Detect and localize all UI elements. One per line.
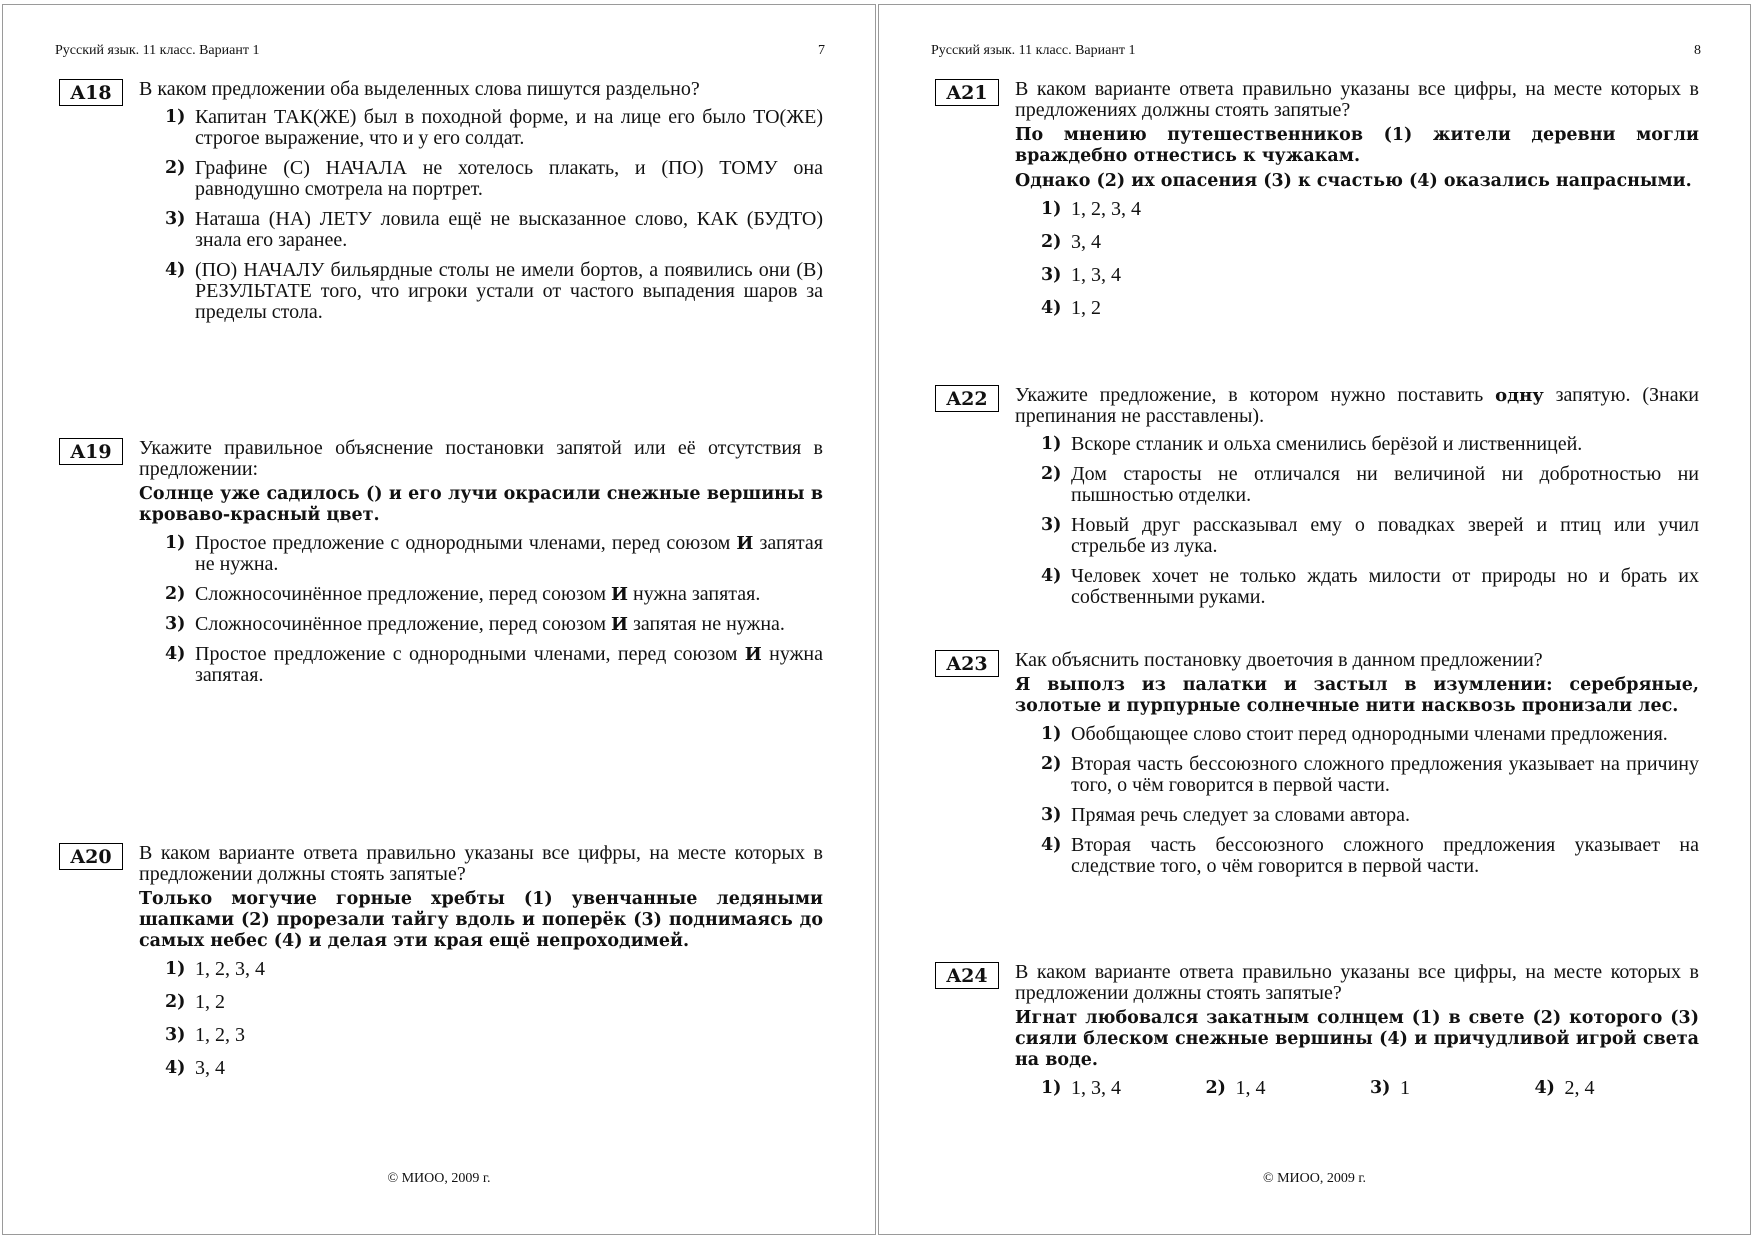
task-label: A22 [935,385,999,412]
answer-option-4: 4) 3, 4 [165,1057,225,1079]
task-sentence: Только могучие горные хребты (1) увенчанные ледяными шапками (2) прорезали тайгу вдоль и поперёк (3) поднимаясь до самых небес (4) и делая эти края ещё непроходимей. [139,889,823,951]
answer-option-2: 2) Графине (С) НАЧАЛА не хотелось плакать, и (ПО) ТОМУ она равнодушно смотрела на портрет. [165,157,823,200]
page-right [878,4,1751,1235]
question-text: Как объяснить постановку двоеточия в данном предложении? [1015,649,1543,671]
answer-option-3: 3) 1, 3, 4 [1041,264,1121,286]
answer-option-3: 3) 1 [1370,1077,1410,1099]
page-number: 7 [818,43,825,58]
task-sentence-1: По мнению путешественников (1) жители деревни могли враждебно отнестись к чужакам. [1015,125,1699,166]
question-text: В каком предложении оба выделенных слова пишутся раздельно? [139,78,700,100]
question-text: В каком варианте ответа правильно указаны все цифры, на месте которых в предложении должны стоять запятые? [1015,961,1699,1004]
task-sentence: Солнце уже садилось () и его лучи окрасили снежные вершины в кроваво-красный цвет. [139,484,823,525]
answer-option-3: 3) Наташа (НА) ЛЕТУ ловила ещё не высказанное слово, КАК (БУДТО) знала его заранее. [165,208,823,251]
answer-options [1015,1078,1699,1099]
answer-option-2: 2) 1, 4 [1205,1077,1266,1099]
task-a24 [935,962,1699,1099]
task-label: A21 [935,79,999,106]
page-left [2,4,876,1235]
answer-option-2: 2) Сложносочинённое предложение, перед союзом И нужна запятая. [165,583,761,605]
question-text: Укажите правильное объяснение постановки запятой или её отсутствия в предложении: [139,437,823,480]
answer-option-4: 4) Вторая часть бессоюзного сложного предложения указывает на следствие того, о чём говорится в первой части. [1041,834,1699,877]
answer-option-4: 4) Человек хочет не только ждать милости от природы но и брать их собственными руками. [1041,565,1699,608]
answer-option-1: 1) Простое предложение с однородными членами, перед союзом И запятая не нужна. [165,532,823,575]
task-a22 [935,385,1699,617]
answer-option-2: 2) 3, 4 [1041,231,1101,253]
page-footer: © МИОО, 2009 г. [387,1171,491,1186]
answer-option-1: 1) Капитан ТАК(ЖЕ) был в походной форме, и на лице его было ТО(ЖЕ) строгое выражение, что и у его солдат. [165,106,823,149]
answer-option-3: 3) Сложносочинённое предложение, перед союзом И запятая не нужна. [165,613,785,635]
task-sentence: Игнат любовался закатным солнцем (1) в свете (2) которого (3) сияли блеском снежные вершины (4) и причудливой игрой света на воде. [1015,1008,1699,1070]
answer-option-4: 4) 1, 2 [1041,297,1101,319]
answer-option-4: 4) (ПО) НАЧАЛУ бильярдные столы не имели бортов, а появились они (В) РЕЗУЛЬТАТЕ того, что игроки устали от частого выпадения шаров за пределы стола. [165,259,823,323]
task-a20 [59,843,823,1091]
task-label: A23 [935,650,999,677]
task-sentence-2: Однако (2) их опасения (3) к счастью (4) оказались напрасными. [1015,171,1692,191]
answer-options [139,959,823,1079]
header-title: Русский язык. 11 класс. Вариант 1 [931,43,1136,58]
answer-option-4: 4) 2, 4 [1534,1077,1595,1099]
answer-option-3: 3) 1, 2, 3 [165,1024,245,1046]
task-label: A19 [59,438,123,465]
answer-options [139,107,823,323]
answer-option-2: 2) 1, 2 [165,991,225,1013]
question-text: В каком варианте ответа правильно указаны все цифры, на месте которых в предложениях должны стоять запятые? [1015,78,1699,121]
answer-options [139,533,823,686]
answer-option-1: 1) 1, 2, 3, 4 [1041,198,1141,220]
question-text: Укажите предложение, в котором нужно поставить одну запятую. (Знаки препинания не расставлены). [1015,384,1700,427]
answer-option-1: 1) Вскоре стланик и ольха сменились берёзой и лиственницей. [1041,433,1583,455]
answer-options [1015,199,1699,319]
answer-options [1015,434,1699,608]
task-a19 [59,438,823,695]
answer-option-1: 1) 1, 3, 4 [1041,1077,1121,1099]
page-footer: © МИОО, 2009 г. [1262,1171,1367,1186]
task-label: A18 [59,79,123,106]
task-label: A24 [935,962,999,989]
answer-option-2: 2) Дом старосты не отличался ни величиной ни добротностью ни пышностью отделки. [1041,463,1699,506]
page-number: 8 [1694,43,1701,58]
task-a18 [59,79,823,332]
answer-option-1: 1) 1, 2, 3, 4 [165,958,265,980]
answer-option-4: 4) Простое предложение с однородными членами, перед союзом И нужна запятая. [165,643,823,686]
task-a21 [935,79,1699,331]
answer-option-3: 3) Новый друг рассказывал ему о повадках зверей и птиц или учил стрельбе из лука. [1041,514,1699,557]
answer-options [1015,724,1699,877]
answer-option-2: 2) Вторая часть бессоюзного сложного предложения указывает на причину того, о чём говорится в первой части. [1041,753,1699,796]
header-title: Русский язык. 11 класс. Вариант 1 [55,43,260,58]
task-label: A20 [59,843,123,870]
task-a23 [935,650,1699,886]
answer-option-3: 3) Прямая речь следует за словами автора. [1041,804,1411,826]
task-sentence: Я выполз из палатки и застыл в изумлении: серебряные, золотые и пурпурные солнечные нити насквозь пронизали лес. [1015,675,1699,716]
answer-option-1: 1) Обобщающее слово стоит перед однородными членами предложения. [1041,723,1668,745]
question-text: В каком варианте ответа правильно указаны все цифры, на месте которых в предложении должны стоять запятые? [139,842,823,885]
